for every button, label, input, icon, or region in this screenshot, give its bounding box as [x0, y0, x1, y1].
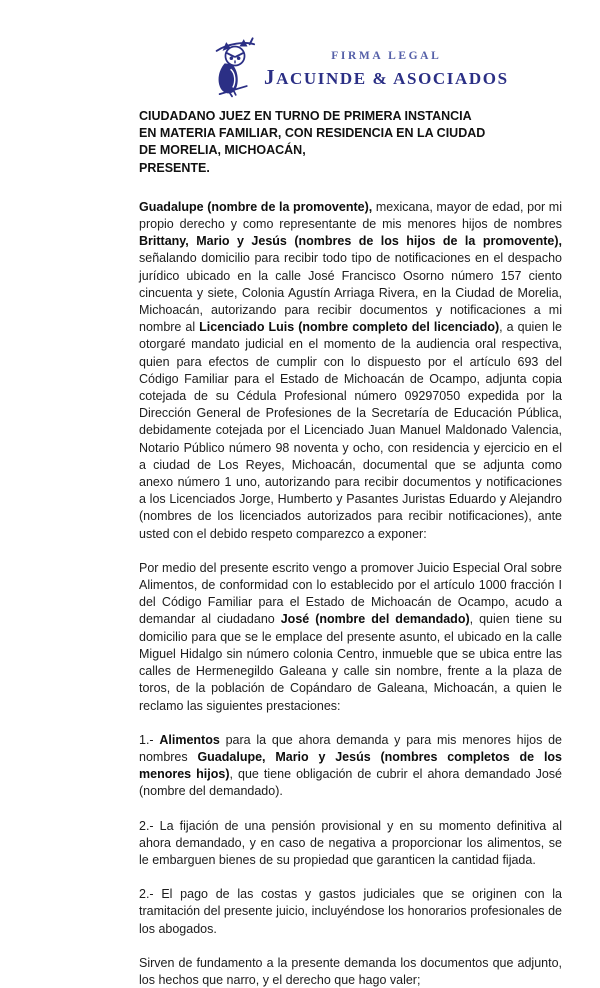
text-run: Por medio del presente escrito vengo a promover Juicio Especial Oral sobre Alimentos, de conformidad con lo establecido por el artículo 1000 fracción I del Código Familiar para el Estado de Michoacán de Ocampo, acudo a demandar al ciudadano — [139, 560, 562, 627]
document-content — [139, 108, 562, 988]
text-run-bold: Brittany, Mario y Jesús (nombres de los hijos de la promovente), — [139, 234, 562, 249]
text-run: para la que ahora demanda y para mis menores hijos de nombres — [139, 732, 563, 764]
document-body — [139, 199, 562, 988]
brand-name: JACUINDE & ASOCIADOS — [264, 65, 509, 89]
text-run-bold: Licenciado Luis (nombre completo del licenciado) — [199, 320, 500, 335]
brand-tagline: FIRMA LEGAL — [331, 50, 442, 62]
text-run: 2.- El pago de las costas y gastos judiciales que se originen con la tramitación del presente juicio, incluyéndose los honorarios profesionales de los abogados. — [139, 887, 562, 936]
recipient-line: CIUDADANO JUEZ EN TURNO DE PRIMERA INSTANCIA — [139, 109, 472, 123]
closing-paragraph — [139, 955, 562, 988]
recipient-line: EN MATERIA FAMILIAR, CON RESIDENCIA EN LA CIUDAD — [139, 126, 486, 141]
text-run: Sirven de fundamento a la presente demanda los documentos que adjunto, los hechos que narro, y el derecho que hago valer; — [139, 955, 562, 987]
text-run: 1.- — [139, 732, 160, 747]
brand-block — [264, 36, 509, 90]
text-run: 2.- La fijación de una pensión provisional y en su momento definitiva al ahora demandado, y en caso de negativa a proporcionar los alimentos, se le embarguen bienes de su propiedad que garanticen la cantidad fijada. — [139, 818, 562, 867]
recipient-line: DE MORELIA, MICHOACÁN, — [139, 143, 306, 158]
demand-paragraph — [139, 560, 562, 715]
text-run: , quien tiene su domicilio para que se le emplace del presente asunto, el ubicado en la calle Miguel Hidalgo sin número colonia Centro, inmueble que se ubica entre las calles de Hermenegildo Galeana y calle sin nombre, frente a la plaza de toros, de la población de Copándaro de Galeana, Michoacán, a quien le reclamo las siguientes prestaciones: — [139, 612, 563, 713]
text-run: , a quien le otorgaré mandato judicial en el momento de la audiencia oral respectiva, quien para efectos de cumplir con lo dispuesto por el artículo 693 del Código Familiar para el Estado de Michoacán de Ocampo, adjunta copia cotejada de su Cédula Profesional número 09297050 expedida por la Dirección General de Profesiones de la Secretaría de Educación Pública, debidamente cotejada por el Licenciado Juan Manuel Maldonado Valencia, Notario Público número 98 noventa y ocho, con residencia y ejercicio en el a ciudad de Los Reyes, Michoacán, documental que se adjunta como anexo número 1 uno, autorizando para recibir documentos y notificaciones a los Licenciados Jorge, Humberto y Pasantes Juristas Eduardo y Alejandro (nombres de los licenciados autorizados para recibir notificaciones), ante usted con el debido respeto comparezco a exponer: — [139, 320, 562, 541]
text-run-bold: José (nombre del demandado) — [280, 612, 470, 627]
opening-paragraph — [139, 199, 562, 543]
claim-item-1 — [139, 732, 562, 801]
owl-logo-icon — [213, 36, 257, 98]
claim-item-2 — [139, 818, 562, 870]
text-run: señalando domicilio para recibir todo tipo de notificaciones en el despacho jurídico ubicado en la calle José Francisco Osorno número 157 ciento cincuenta y siete, Colonia Agustín Arriaga Rivera, en la Ciudad de Morelia, Michoacán, autorizando para recibir documentos y notificaciones a mi nombre al — [139, 251, 562, 335]
text-run: mexicana, mayor de edad, por mi propio derecho y como representante de mis menores hijos de nombres — [139, 199, 562, 232]
text-run-bold: Guadalupe (nombre de la promovente), — [139, 199, 373, 214]
letterhead — [213, 36, 509, 98]
claim-item-3 — [139, 886, 562, 938]
text-run-bold: Alimentos — [159, 732, 220, 747]
recipient-line: PRESENTE. — [139, 160, 210, 175]
text-run-bold: Guadalupe, Mario y Jesús (nombres completos de los menores hijos) — [139, 749, 562, 782]
recipient-block — [139, 108, 562, 177]
text-run: , que tiene obligación de cubrir el ahora demandado José (nombre del demandado). — [139, 767, 562, 799]
